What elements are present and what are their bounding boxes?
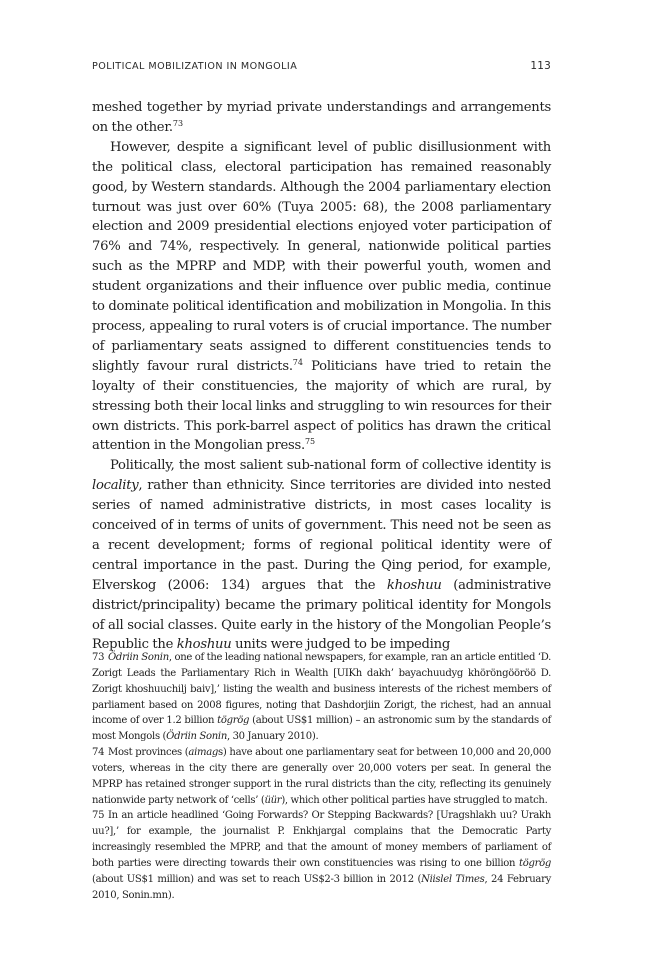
paragraph-3 bbox=[92, 456, 551, 655]
footnote-text: (about US$1 million) – an astronomic sum by the standards of most Mongols ( bbox=[92, 715, 551, 743]
paragraph-2 bbox=[92, 138, 551, 457]
running-title: POLITICAL MOBILIZATION IN MONGOLIA bbox=[92, 61, 298, 72]
paragraph-3-text-b: , rather than ethnicity. Since territories are divided into nested series of named administrative districts, in most cases locality is conceived of in terms of units of government. This need not be seen as a recent development; forms of regional political identity were of central importance in the past. During the Qing period, for example, Elverskog (2006: 134) argues that the bbox=[92, 478, 551, 593]
footnote-number: 75 bbox=[92, 810, 105, 822]
footnote-text: , 30 January 2010). bbox=[227, 731, 319, 743]
page-number: 113 bbox=[530, 60, 551, 72]
footnotes bbox=[92, 650, 551, 904]
footnote-text: , 24 February 2010, Sonin.mn). bbox=[92, 873, 551, 901]
footnote-text: Most provinces ( bbox=[108, 747, 189, 759]
paragraph-3-text-a: Politically, the most salient sub-national form of collective identity is bbox=[110, 458, 551, 474]
paragraph-3-text-c: (administrative district/principality) became the primary political identity for Mongols of all social classes. Quite early in the history of the Mongolian People’s Republic the bbox=[92, 577, 551, 653]
footnote-73 bbox=[92, 650, 551, 745]
footnote-text: In an article headlined ‘Going Forwards? Or Stepping Backwards? [Uragshlakh uu? Urakh uu?],’ for example, the journalist P. Enkhjargal complains that the Democratic Party increasingly resembled the MPRP, and that the amount of money members of parliament of both parties were directing towards their own constituencies was rising to one billion bbox=[92, 810, 551, 869]
footnote-text: ), which other political parties have struggled to match. bbox=[281, 794, 548, 806]
term-locality: locality bbox=[92, 478, 139, 494]
page bbox=[92, 60, 551, 655]
term-khoshuu-2: khoshuu bbox=[176, 637, 232, 653]
footnote-italic: Ödriin Sonin bbox=[166, 731, 227, 743]
footnote-italic: tögrög bbox=[518, 857, 551, 869]
footnote-74 bbox=[92, 745, 551, 808]
footnote-text: , one of the leading national newspapers, for example, ran an article entitled ‘D. Zorigt Leads the Parliamentary Rich in Wealth [UIKh dakh’ bayachuudyg khöröngööröö D. Zorigt khoshuuchilj baiv],’ listing the wealth and business interests of the richest members of parliament based on 2008 figures, noting that Dashdorjiin Zorigt, the richest, had an annual income of over 1.2 billion bbox=[92, 652, 551, 727]
note-ref-75: 75 bbox=[304, 437, 316, 447]
footnote-italic: Ödriin Sonin bbox=[108, 652, 169, 663]
footnote-italic: tögrög bbox=[217, 715, 250, 727]
footnote-number: 73 bbox=[92, 652, 105, 663]
note-ref-74: 74 bbox=[292, 357, 303, 367]
footnote-number: 74 bbox=[92, 747, 105, 759]
note-ref-73: 73 bbox=[172, 118, 184, 128]
running-header bbox=[92, 60, 551, 80]
footnote-italic: Niislel Times bbox=[421, 873, 485, 885]
paragraph-1 bbox=[92, 98, 551, 138]
footnote-italic: aimag bbox=[188, 747, 219, 759]
paragraph-1-text: meshed together by myriad private understandings and arrangements on the other. bbox=[92, 100, 551, 135]
term-khoshuu: khoshuu bbox=[386, 577, 442, 593]
footnote-75 bbox=[92, 808, 551, 903]
paragraph-3-text-d: units were judged to be impeding bbox=[231, 637, 451, 653]
footnote-italic: üür bbox=[264, 794, 282, 806]
paragraph-2-text-a: However, despite a significant level of public disillusionment with the political class, electoral participation has remained reasonably good, by Western standards. Although the 2004 parliamentary election turnout was just over 60% (Tuya 2005: 68), the 2008 parliamentary election and 2009 presidential elections enjoyed voter participation of 76% and 74%, respectively. In general, nationwide political parties such as the MPRP and MDP, with their powerful youth, women and student organizations and their influence over public media, continue to dominate political identification and mobilization in Mongolia. In this process, appealing to rural voters is of crucial importance. The number of parliamentary seats assigned to different constituencies tends to slightly favour rural districts. bbox=[92, 139, 551, 374]
paragraph-2-text-b: Politicians have tried to retain the loyalty of their constituencies, the majority of which are rural, by stressing both their local links and struggling to win resources for their own districts. This pork-barrel aspect of politics has drawn the critical attention in the Mongolian press. bbox=[92, 358, 551, 454]
footnote-text: (about US$1 million) and was set to reach US$2-3 billion in 2012 ( bbox=[92, 873, 422, 885]
body-text bbox=[92, 98, 551, 655]
footnote-text: s) have about one parliamentary seat for between 10,000 and 20,000 voters, whereas in the city there are generally over 20,000 voters per seat. In general the MPRP has retained stronger support in the rural districts than the city, reflecting its genuinely nationwide party network of ‘cells’ ( bbox=[92, 747, 551, 806]
